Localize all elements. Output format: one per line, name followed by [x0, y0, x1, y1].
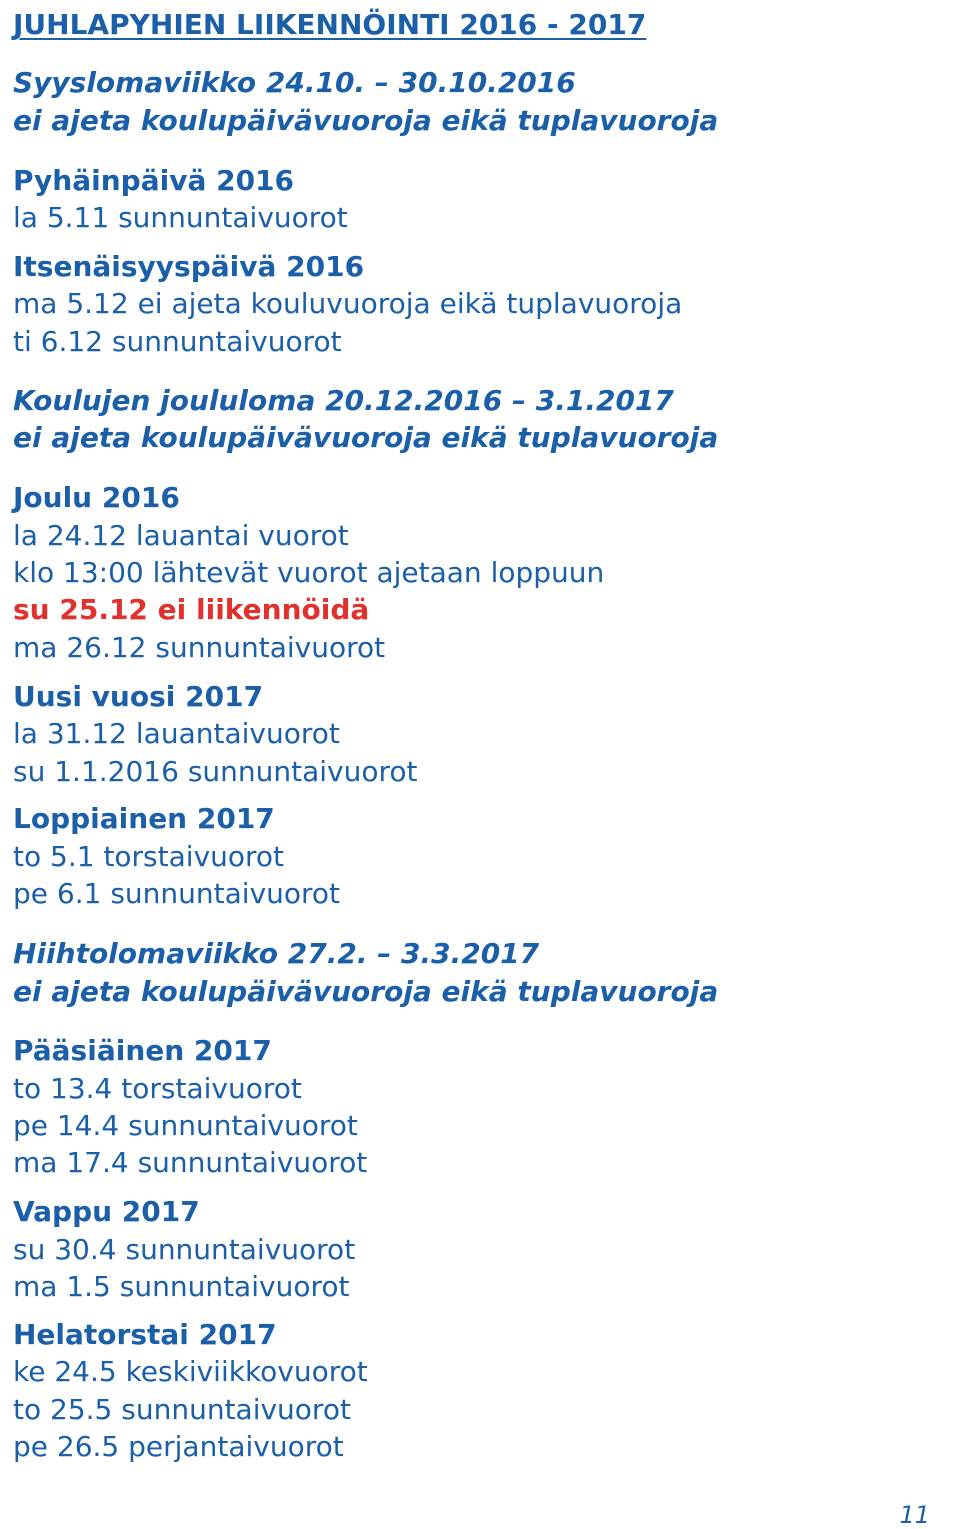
- holiday-heading-independence: Itsenäisyyspäivä 2016: [13, 250, 365, 283]
- schedule-line: ma 26.12 sunnuntaivuorot: [13, 631, 386, 664]
- schedule-line: la 24.12 lauantai vuorot: [13, 519, 349, 552]
- period-note-christmas-break: ei ajeta koulupäivävuoroja eikä tuplavuoroja: [13, 421, 719, 454]
- holiday-heading-all-saints: Pyhäinpäivä 2016: [13, 164, 295, 197]
- page-title: JUHLAPYHIEN LIIKENNÖINTI 2016 - 2017: [13, 8, 647, 41]
- holiday-heading-ascension: Helatorstai 2017: [13, 1318, 277, 1351]
- schedule-line: su 1.1.2016 sunnuntaivuorot: [13, 755, 418, 788]
- holiday-heading-christmas: Joulu 2016: [13, 481, 180, 514]
- holiday-heading-epiphany: Loppiainen 2017: [13, 802, 275, 835]
- schedule-line: ke 24.5 keskiviikkovuorot: [13, 1355, 368, 1388]
- schedule-line: to 13.4 torstaivuorot: [13, 1072, 302, 1105]
- schedule-line: pe 26.5 perjantaivuorot: [13, 1430, 344, 1463]
- holiday-heading-easter: Pääsiäinen 2017: [13, 1034, 272, 1067]
- holiday-heading-new-year: Uusi vuosi 2017: [13, 680, 264, 713]
- holiday-heading-may-day: Vappu 2017: [13, 1195, 200, 1228]
- schedule-line: su 30.4 sunnuntaivuorot: [13, 1233, 356, 1266]
- schedule-line: pe 14.4 sunnuntaivuorot: [13, 1109, 358, 1142]
- schedule-line: to 25.5 sunnuntaivuorot: [13, 1393, 351, 1426]
- no-service-line: su 25.12 ei liikennöidä: [13, 593, 370, 626]
- period-note-autumn: ei ajeta koulupäivävuoroja eikä tuplavuoroja: [13, 104, 719, 137]
- period-heading-ski-holiday: Hiihtolomaviikko 27.2. – 3.3.2017: [13, 937, 540, 970]
- schedule-line: ti 6.12 sunnuntaivuorot: [13, 325, 342, 358]
- schedule-line: ma 1.5 sunnuntaivuorot: [13, 1270, 350, 1303]
- schedule-line: pe 6.1 sunnuntaivuorot: [13, 877, 341, 910]
- period-heading-autumn: Syyslomaviikko 24.10. – 30.10.2016: [13, 66, 576, 99]
- period-note-ski-holiday: ei ajeta koulupäivävuoroja eikä tuplavuoroja: [13, 975, 719, 1008]
- page-number: 11: [899, 1501, 930, 1529]
- period-heading-christmas-break: Koulujen joululoma 20.12.2016 – 3.1.2017: [13, 384, 674, 417]
- schedule-line: ma 17.4 sunnuntaivuorot: [13, 1146, 368, 1179]
- schedule-line: la 31.12 lauantaivuorot: [13, 717, 340, 750]
- schedule-line: to 5.1 torstaivuorot: [13, 840, 285, 873]
- schedule-line: ma 5.12 ei ajeta kouluvuoroja eikä tuplavuoroja: [13, 287, 683, 320]
- schedule-line: klo 13:00 lähtevät vuorot ajetaan loppuun: [13, 556, 605, 589]
- schedule-line: la 5.11 sunnuntaivuorot: [13, 201, 348, 234]
